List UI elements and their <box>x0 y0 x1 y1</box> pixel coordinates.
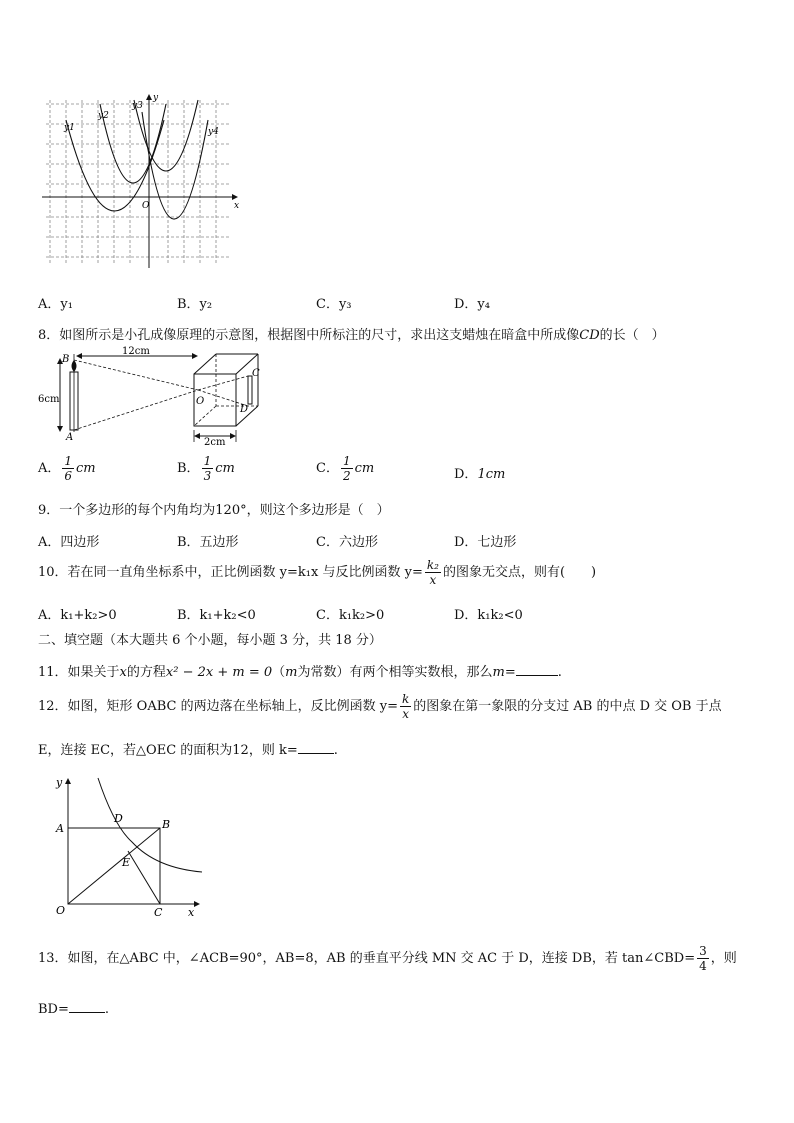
q8-option-c-label: C． <box>316 461 339 476</box>
q8-point-b: B <box>62 354 70 365</box>
q8-option-c-num: 1 <box>342 454 351 468</box>
q8-option-c-den: 2 <box>342 469 351 483</box>
q12-a: 12．如图，矩形 OABC 的两边落在坐标轴上，反比例函数 y= <box>38 699 398 714</box>
q8-option-c-unit: cm <box>354 461 375 476</box>
q10-stem <box>38 558 596 587</box>
q11-m: m <box>285 665 298 680</box>
q12-stem-line1 <box>38 692 722 721</box>
q11-x: x <box>119 665 127 680</box>
q12-point-b: B <box>162 818 171 831</box>
q11-b: 的方程 <box>126 665 166 680</box>
q8-distance-label: 12cm <box>122 346 150 357</box>
q10-option-d[interactable]: D．k₁k₂<0 <box>454 608 523 623</box>
q9-option-b[interactable]: B．五边形 <box>177 535 239 550</box>
q12-line2b: . <box>333 743 338 758</box>
q7-label-y1: y1 <box>64 123 75 133</box>
q13-b: ，则 <box>710 951 737 966</box>
q8-option-b-den: 3 <box>203 469 212 483</box>
q7-label-y4: y4 <box>208 127 219 137</box>
q12-stem-line2 <box>38 739 338 758</box>
q12-point-a: A <box>56 822 64 835</box>
q8-var: CD <box>579 328 600 343</box>
q8-box-label: 2cm <box>204 437 226 446</box>
q11-d: 为常数）有两个相等实数根，那么 <box>297 665 493 680</box>
q10-text-a: 10．若在同一直角坐标系中，正比例函数 y=k₁x 与反比例函数 y= <box>38 565 423 580</box>
q12-axis-y: y <box>56 776 63 789</box>
q7-axis-y: y <box>153 93 159 103</box>
q11-answer-blank[interactable] <box>516 663 558 676</box>
q7-label-y3: y3 <box>132 101 143 111</box>
q10-den: x <box>429 573 437 587</box>
q13-line2a: BD= <box>38 1002 69 1017</box>
q12-den: x <box>402 707 409 721</box>
q8-point-c: C <box>252 368 260 379</box>
q8-pinhole-figure <box>38 346 278 446</box>
q7-option-a[interactable]: A．y₁ <box>38 297 73 312</box>
q13-stem-line1 <box>38 944 737 973</box>
q7-parabola-graph <box>38 92 248 272</box>
q12-point-d: D <box>114 812 123 825</box>
q10-num: k₂ <box>426 558 439 572</box>
q13-num: 3 <box>699 944 707 958</box>
q12-rectangle-figure <box>38 770 208 920</box>
q7-option-b[interactable]: B．y₂ <box>177 297 213 312</box>
q11-c: （ <box>272 665 286 680</box>
q12-point-o: O <box>56 904 66 917</box>
q13-answer-blank[interactable] <box>69 1000 105 1013</box>
q8-option-a-unit: cm <box>76 461 96 476</box>
q8-option-b-num: 1 <box>203 454 212 468</box>
q8-option-a-num: 1 <box>64 454 73 468</box>
q8-option-a[interactable] <box>38 454 96 483</box>
q11-stem <box>38 661 562 680</box>
q12-line2a: E，连接 EC，若△OEC 的面积为12，则 k= <box>38 743 298 758</box>
q8-text: 8．如图所示是小孔成像原理的示意图，根据图中所标注的尺寸，求出这支蜡烛在暗盒中所成像 <box>38 328 580 343</box>
q8-option-b-label: B． <box>177 461 200 476</box>
q8-option-d-text: 1cm <box>477 467 506 482</box>
q8-point-a: A <box>66 432 74 443</box>
q10-text-b: 的图象无交点，则有( ) <box>442 565 597 580</box>
q9-option-d[interactable]: D．七边形 <box>454 535 517 550</box>
q13-den: 4 <box>699 959 707 973</box>
q11-e: = <box>504 665 516 680</box>
q7-axis-x: x <box>234 201 240 211</box>
q7-option-c[interactable]: C．y₃ <box>316 297 352 312</box>
q9-option-a[interactable]: A．四边形 <box>38 535 100 550</box>
q13-line2b: . <box>104 1002 110 1017</box>
q10-option-c[interactable]: C．k₁k₂>0 <box>316 608 385 623</box>
q11-m2: m <box>492 665 505 680</box>
q7-label-y2: y2 <box>98 111 109 121</box>
q12-num: k <box>401 692 410 706</box>
q8-option-a-label: A． <box>38 461 61 476</box>
q11-a: 11．如果关于 <box>38 665 120 680</box>
q7-origin: O <box>142 201 150 211</box>
q8-height-label: 6cm <box>38 394 60 405</box>
q12-point-e: E <box>122 856 131 869</box>
q8-option-a-den: 6 <box>64 469 73 483</box>
q9-option-c[interactable]: C．六边形 <box>316 535 378 550</box>
q11-equation: x² − 2x + m = 0 <box>165 665 273 680</box>
q8-point-d: D <box>240 404 249 415</box>
q12-b: 的图象在第一象限的分支过 AB 的中点 D 交 OB 于点 <box>413 699 722 714</box>
q8-option-b[interactable] <box>177 454 235 483</box>
q8-tail: 的长（ ） <box>599 328 665 343</box>
q8-stem <box>38 324 665 343</box>
q8-option-d-label: D． <box>454 467 478 482</box>
q13-a: 13．如图，在△ABC 中，∠ACB=90°，AB=8，AB 的垂直平分线 MN 交 AC 于 D，连接 DB，若 tan∠CBD= <box>38 951 696 966</box>
q11-f: . <box>557 665 562 680</box>
q8-option-b-unit: cm <box>215 461 235 476</box>
q10-option-b[interactable]: B．k₁+k₂<0 <box>177 608 256 623</box>
q9-stem: 9．一个多边形的每个内角均为120°，则这个多边形是（ ） <box>38 503 390 518</box>
q12-answer-blank[interactable] <box>298 741 334 754</box>
q8-point-o: O <box>196 396 205 407</box>
q12-point-c: C <box>154 906 163 919</box>
q10-option-a[interactable]: A．k₁+k₂>0 <box>38 608 117 623</box>
q8-option-d[interactable] <box>454 463 505 482</box>
q12-axis-x: x <box>188 906 195 919</box>
q8-option-c[interactable] <box>316 454 374 483</box>
q7-option-d[interactable]: D．y₄ <box>454 297 490 312</box>
section-2-heading: 二、填空题（本大题共 6 个小题，每小题 3 分，共 18 分） <box>38 633 382 648</box>
q13-stem-line2 <box>38 1000 109 1017</box>
